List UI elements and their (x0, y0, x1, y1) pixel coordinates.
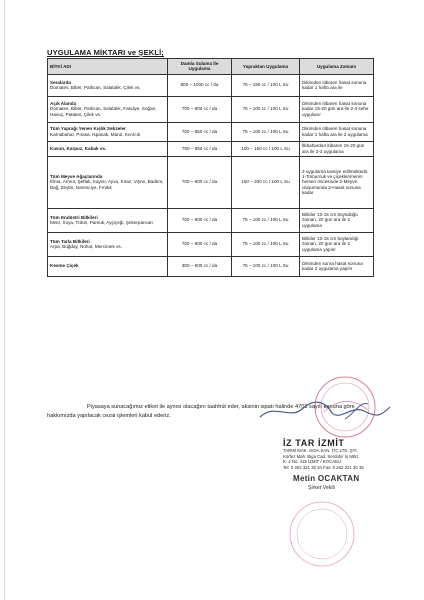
header-plant-name: BİTKİ ADI (48, 59, 168, 75)
row-plants: Elma, Armut, Şeftali, Kayısı, Ayva, Kiraz, Vişne, Badem, Bağ, Zeytin, Narenciye, Fındık (50, 179, 164, 190)
page-edge (4, 0, 5, 600)
row-drip: 750 – 850 cc / da (168, 141, 232, 156)
section-title: UYGULAMA MİKTARI ve ŞEKLİ; (47, 48, 164, 57)
row-foliar: 75 – 100 cc / 100 L Su (232, 208, 300, 232)
row-foliar: 100 – 150 cc / 100 L Su (232, 141, 300, 156)
row-plants: Domates, Biber, Patlıcan, Salatalık, Fasulye, Soğan, Havuç, Patates, Çilek vs. (50, 106, 157, 117)
table-row (48, 74, 374, 96)
commitment-statement: Piyasaya sunacağımız etiket ile aynısı olacağını taahhüt eder, aksinin ispatı halinde 4703 sayılı kanuna göre hakkımızda yapılacak cezai işlemleri kabul ederiz. (47, 404, 355, 419)
row-drip: 700 – 800 cc / da (168, 96, 232, 122)
row-drip: 700 – 800 cc / da (168, 156, 232, 208)
row-category: Tüm Meyve Ağaçlarında (50, 174, 103, 180)
row-timing: Dikimden sonra hasat sonuna kadar 2 uygulama yapılır (300, 256, 374, 276)
row-timing: Dikimden itibaren hasat sonuna kadar 1 hafta ara ile 2 uygulama (300, 122, 374, 141)
row-category: Açık Alanda (50, 101, 77, 107)
row-foliar: 75 – 100 cc / 100 L Su (232, 96, 300, 122)
company-line-1: TARIM MAK. GIDA SAN. TİC LTD. ŞTİ. (283, 448, 358, 453)
representative-title: Şirket Vekili (308, 485, 335, 491)
row-drip: 700 – 850 cc / da (168, 122, 232, 141)
row-category: Tüm Endüstri Bitkileri (50, 214, 98, 220)
faint-round-stamp (285, 497, 360, 572)
row-drip: 300 – 500 cc / da (168, 256, 232, 276)
row-category: Kavun, Karpuz, Kabak vs. (50, 145, 107, 151)
company-stamp (283, 438, 393, 470)
row-category: Tüm Yaprağı Yenen Kışlık Sebzeler (50, 126, 126, 132)
table-header-row (48, 59, 374, 75)
table-row (48, 256, 374, 276)
row-drip: 700 – 800 cc / da (168, 232, 232, 256)
table-row (48, 96, 374, 122)
usage-table (47, 58, 374, 277)
company-line-2: Körfez Mah. Biga Cad. Serdohir İş Mrkz (283, 453, 359, 459)
row-foliar: 150 – 200 cc / 100 L Su (232, 156, 300, 208)
header-timing: Uygulama Zamanı (300, 59, 374, 75)
signature (240, 395, 400, 425)
row-drip: 800 – 1000 cc / da (168, 74, 232, 96)
row-foliar: 75 – 150 cc / 100 L Su (232, 74, 300, 96)
row-timing: Dikimden itibaren hasat sonuna kadar 1 hafta ara ile (300, 74, 374, 96)
row-plants: Mısır, Soya, Tütün, Pamuk, Ayçiçeği, Şekerpancarı (50, 220, 154, 226)
row-foliar: 75 – 100 cc / 100 L Su (232, 256, 300, 276)
row-category: Kesme Çiçek (50, 263, 79, 269)
table-row (48, 156, 374, 208)
row-category: Tüm Tarla Bitkileri (50, 238, 90, 244)
row-plants: Karnabahar, Pırasa, Ispanak, Marul, Kıvırcık (50, 131, 141, 137)
table-row (48, 232, 374, 256)
row-timing: Dikimden itibaren hasat sonuna kadar 15-20 gün ara ile 2-3 sefer uygulanır (300, 96, 374, 122)
header-foliar: Yapraktan Uygulama (232, 59, 300, 75)
row-timing: İlkbahardan itibaren 15-20 gün ara ile 2-3 uygulama (300, 141, 374, 156)
row-drip: 700 – 800 cc / da (168, 208, 232, 232)
row-timing: 3 uygulama tavsiye edilmektedir. 1-Tomurcuk ve çiçeklenmenin hemen öncesinde 2-Meyve oluşumunda 3-Hasat sonuna kadar (300, 156, 374, 208)
table-row (48, 122, 374, 141)
row-plants: Arpa, Buğday, Nohut, Mercimek vs. (50, 244, 122, 250)
row-foliar: 75 – 100 cc / 100 L Su (232, 122, 300, 141)
row-category: Seralarda (50, 79, 71, 85)
table-row (48, 208, 374, 232)
company-name: İZ TAR İZMİT (283, 438, 345, 448)
table-row (48, 141, 374, 156)
header-drip: Damla Sulama İle Uygulama (168, 59, 232, 75)
representative-name: Metin OCAKTAN (293, 474, 360, 483)
row-foliar: 75 – 100 cc / 100 L Su (232, 232, 300, 256)
row-timing: Bitkiler 10-15 cm boylandığı zaman, 20 gün ara ile 2 uygulama yapılır (300, 232, 374, 256)
row-plants: Domates, Biber, Patlıcan, Salatalık, Çilek vs. (50, 85, 141, 91)
company-line-3: K: 4 No: 415 İZMİT / KOCAELİ (283, 459, 342, 465)
row-timing: Bitkiler 10-15 cm büyüdüğü zaman, 20 gün ara ile 2 uygulama (300, 208, 374, 232)
company-phone: Tel: 0 262 321 30 34 Fax: 0 262 321 30 35 (283, 464, 364, 470)
